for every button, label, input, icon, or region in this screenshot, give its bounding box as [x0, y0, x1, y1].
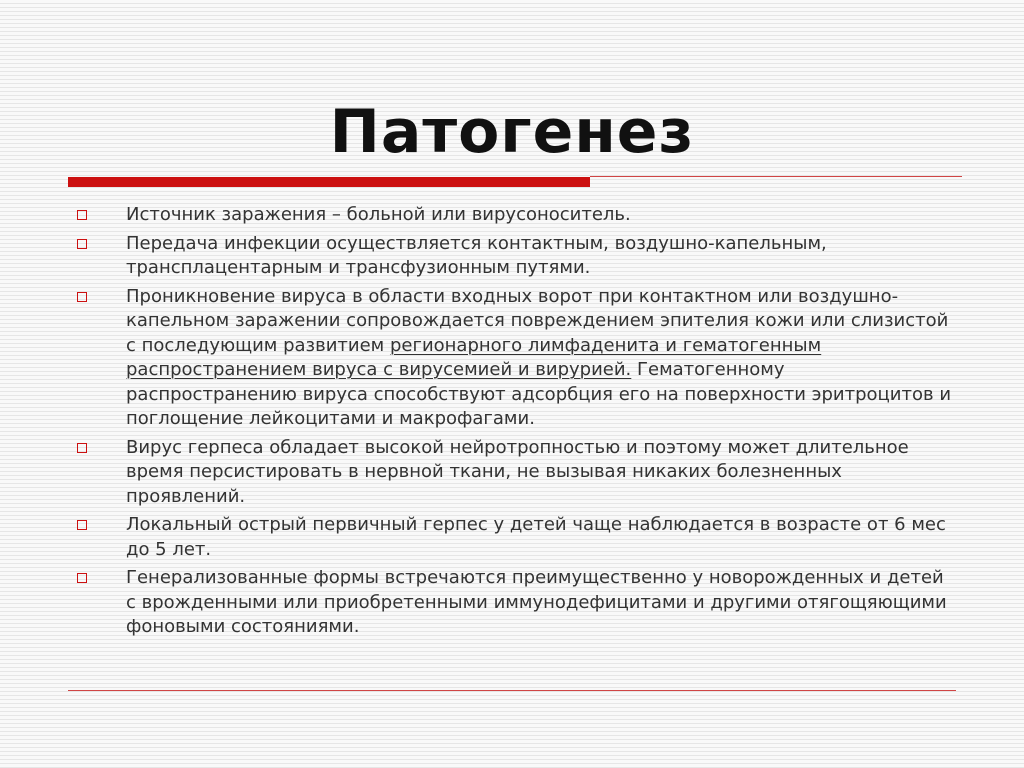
- list-item: [76, 285, 956, 432]
- bullet-text: Локальный острый первичный герпес у детей чаще наблюдается в возрасте от 6 мес до 5 лет.: [126, 514, 946, 560]
- bullet-text: Генерализованные формы встречаются преимущественно у новорожденных и детей с врожденными или приобретенными иммунодефицитами и другими отягощяющими фоновыми состояниями.: [126, 567, 947, 637]
- bullet-text-underlined: регионарного лимфаденита и гематогенным распространением вируса с вирусемией и вирурией.: [126, 334, 822, 380]
- square-bullet-icon: [77, 573, 87, 583]
- bullet-text-start: Проникновение вируса в области входных ворот при контактном или воздушно-капельном заражении сопровождается повреждением эпителия кожи или слизистой с последующим развитием: [126, 285, 949, 356]
- list-item: [76, 203, 956, 228]
- square-bullet-icon: [77, 239, 87, 249]
- bullet-text: Передача инфекции осуществляется контактным, воздушно-капельным, трансплацентарным и трансфузионным путями.: [126, 232, 827, 278]
- square-bullet-icon: [77, 443, 87, 453]
- title-underline-thick: [68, 177, 590, 187]
- bullet-list: [76, 203, 956, 644]
- list-item: [76, 566, 956, 640]
- footer-divider: [68, 690, 956, 691]
- slide-title: Патогенез: [329, 97, 695, 167]
- bullet-text-end: Гематогенному распространению вируса способствуют адсорбция его на поверхности эритроцитов и поглощение лейкоцитами и макрофагами.: [126, 359, 952, 429]
- square-bullet-icon: [77, 520, 87, 530]
- title-underline-thin: [590, 176, 962, 177]
- bullet-text: Вирус герпеса обладает высокой нейротропностью и поэтому может длительное время персистировать в нервной ткани, не вызывая никаких болезненных проявлений.: [126, 436, 909, 507]
- square-bullet-icon: [77, 210, 87, 220]
- square-bullet-icon: [77, 292, 87, 302]
- list-item: [76, 436, 956, 510]
- list-item: [76, 232, 956, 281]
- bullet-text: Источник заражения – больной или вирусоноситель.: [126, 204, 631, 225]
- list-item: [76, 513, 956, 562]
